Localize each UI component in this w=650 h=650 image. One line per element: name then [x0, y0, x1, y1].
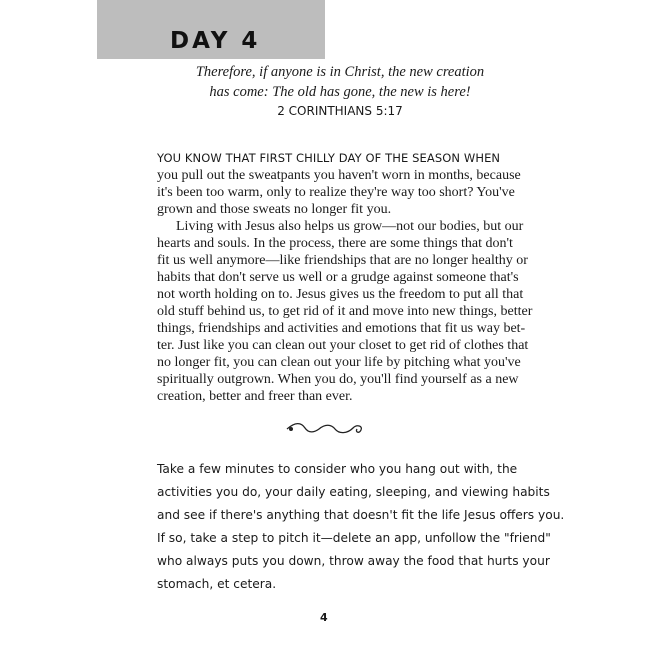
body-line: fit us well anymore—like friendships that are no longer healthy or — [157, 253, 528, 268]
body-line: creation, better and freer than ever. — [157, 389, 353, 404]
body-line: hearts and souls. In the process, there are some things that don't — [157, 236, 513, 251]
epigraph-line: Therefore, if anyone is in Christ, the new creation — [195, 64, 485, 80]
application-line: Take a few minutes to consider who you hang out with, the — [157, 462, 518, 476]
body-line: grown and those sweats no longer fit you. — [157, 202, 392, 217]
body-line: things, friendships and activities and emotions that fit us way bet- — [157, 321, 526, 336]
body-line: you pull out the sweatpants you haven't worn in months, because — [157, 168, 521, 183]
body-line: YOU KNOW THAT FIRST CHILLY DAY OF THE SEASON WHEN — [157, 151, 501, 165]
application-line: If so, take a step to pitch it—delete an app, unfollow the "friend" — [157, 531, 551, 545]
body-line: spiritually outgrown. When you do, you'll find yourself as a new — [157, 372, 519, 387]
body-line: ter. Just like you can clean out your closet to get rid of clothes that — [157, 338, 529, 353]
epigraph-line: has come: The old has gone, the new is here! — [209, 84, 471, 100]
application-line: activities you do, your daily eating, sleeping, and viewing habits — [157, 485, 550, 499]
body-line: old stuff behind us, to get rid of it and move into new things, better — [157, 304, 533, 319]
application-line: stomach, et cetera. — [157, 577, 277, 591]
body-line: not worth holding on to. Jesus gives us the freedom to put all that — [157, 287, 524, 302]
application-line: and see if there's anything that doesn't fit the life Jesus offers you. — [157, 508, 565, 522]
page-number: 4 — [320, 611, 328, 624]
body-line: no longer fit, you can clean out your life by pitching what you've — [157, 355, 521, 370]
scripture-reference: 2 CORINTHIANS 5:17 — [277, 104, 403, 118]
body-line: Living with Jesus also helps us grow—not our bodies, but our — [176, 219, 524, 234]
body-line: habits that don't serve us well or a grudge against someone that's — [157, 270, 519, 285]
application-line: who always puts you down, throw away the food that hurts your — [157, 554, 550, 568]
body-line: it's been too warm, only to realize they're way too short? You've — [157, 185, 515, 200]
day-title: DAY 4 — [170, 28, 261, 54]
ornament-divider-icon — [285, 420, 365, 438]
